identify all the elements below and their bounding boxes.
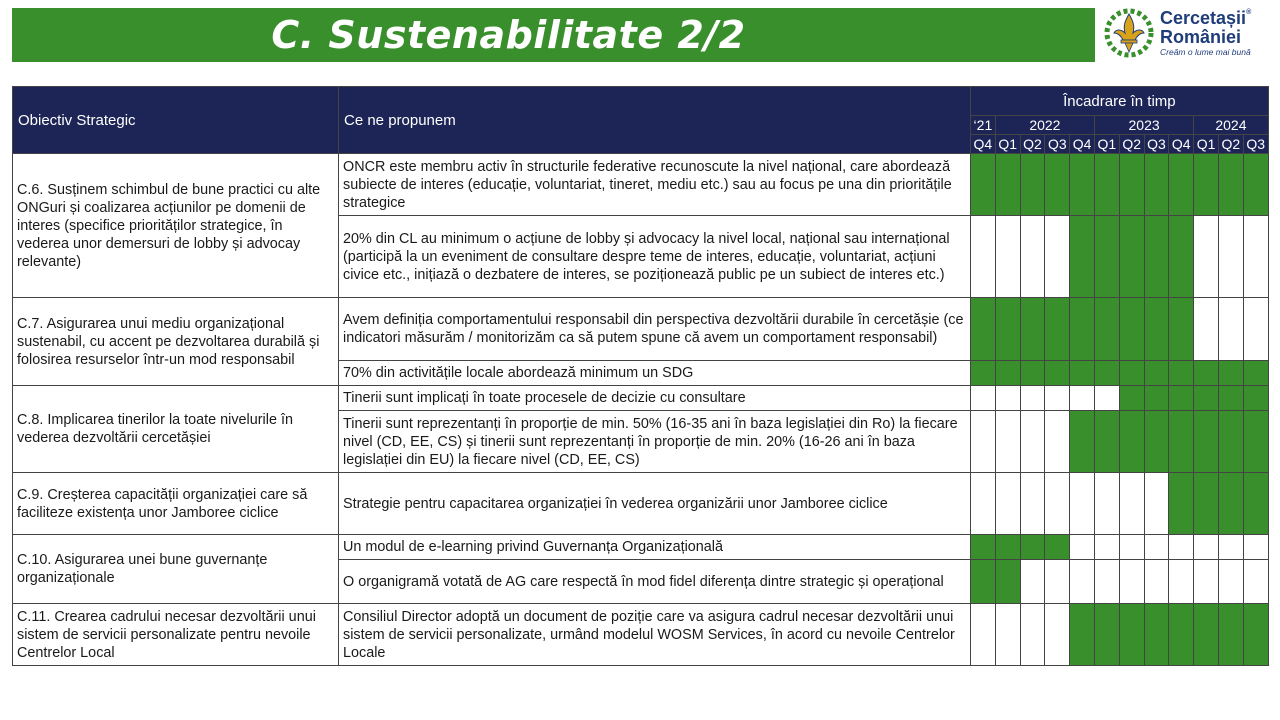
title-bar	[12, 8, 1095, 62]
timeline-cell-active	[1045, 154, 1070, 216]
timeline-cell-empty	[1169, 560, 1194, 604]
objective-cell: C.6. Susținem schimbul de bune practici cu alte ONGuri și coalizarea acțiunilor pe domenii de interes (specifice priorităților strategice, în vederea unor demersuri de lobby și advocay relevante)	[13, 154, 339, 298]
timeline-cell-empty	[1218, 535, 1243, 560]
timeline-cell-empty	[995, 411, 1020, 473]
timeline-cell-active	[1218, 154, 1243, 216]
header-objective: Obiectiv Strategic	[13, 87, 339, 154]
header-quarter: Q3	[1144, 135, 1169, 154]
table-row	[13, 154, 1269, 216]
header-quarter: Q3	[1045, 135, 1070, 154]
timeline-cell-active	[1119, 411, 1144, 473]
timeline-cell-active	[1020, 535, 1045, 560]
action-cell: 20% din CL au minimum o acțiune de lobby și advocacy la nivel local, național sau internațional (participă la un eveniment de consultare despre teme de interes, educație, voluntariat, acțiuni civice etc., inițiază o dezbatere de interes, se poziționează public pe un subiect de interes etc.)	[339, 216, 971, 298]
header-year: 2024	[1194, 116, 1269, 135]
timeline-cell-active	[1194, 361, 1219, 386]
timeline-cell-active	[1243, 154, 1268, 216]
timeline-cell-empty	[1169, 535, 1194, 560]
strategy-table	[12, 86, 1269, 666]
header-quarter: Q3	[1243, 135, 1268, 154]
timeline-cell-active	[1094, 216, 1119, 298]
objective-cell: C.11. Crearea cadrului necesar dezvoltării unui sistem de servicii personalizate pentru nevoile Centrelor Local	[13, 604, 339, 666]
timeline-cell-empty	[1094, 560, 1119, 604]
objective-cell: C.7. Asigurarea unui mediu organizațional sustenabil, cu accent pe dezvoltarea durabilă și folosirea resurselor într-un mod responsabil	[13, 298, 339, 386]
header-quarter: Q2	[1218, 135, 1243, 154]
timeline-cell-active	[995, 298, 1020, 361]
timeline-cell-active	[1144, 386, 1169, 411]
timeline-cell-active	[1094, 298, 1119, 361]
action-cell: Tinerii sunt implicați în toate procesele de decizie cu consultare	[339, 386, 971, 411]
timeline-cell-active	[1169, 604, 1194, 666]
timeline-cell-active	[1119, 154, 1144, 216]
header-quarter: Q1	[995, 135, 1020, 154]
timeline-cell-active	[1045, 361, 1070, 386]
timeline-cell-active	[1243, 411, 1268, 473]
timeline-cell-empty	[995, 604, 1020, 666]
timeline-cell-empty	[1144, 535, 1169, 560]
timeline-cell-active	[1144, 298, 1169, 361]
timeline-cell-active	[1144, 216, 1169, 298]
timeline-cell-active	[1070, 298, 1095, 361]
timeline-cell-active	[1194, 411, 1219, 473]
timeline-cell-active	[1144, 154, 1169, 216]
timeline-cell-active	[1070, 154, 1095, 216]
header-year: ‘21	[971, 116, 996, 135]
timeline-cell-active	[1169, 473, 1194, 535]
fleur-de-lis-icon	[1102, 6, 1156, 60]
timeline-cell-active	[995, 535, 1020, 560]
timeline-cell-empty	[1045, 411, 1070, 473]
timeline-cell-empty	[1243, 535, 1268, 560]
objective-cell: C.9. Creșterea capacității organizației care să faciliteze existența unor Jamboree ciclice	[13, 473, 339, 535]
header-timeframe: Încadrare în timp	[971, 87, 1269, 116]
action-cell: Consiliul Director adoptă un document de poziție care va asigura cadrul necesar dezvoltării unui sistem de servicii personalizate, urmând modelul WOSM Services, în acord cu nevoile Centrelor Locale	[339, 604, 971, 666]
timeline-cell-active	[1070, 216, 1095, 298]
timeline-cell-active	[995, 154, 1020, 216]
table-row	[13, 604, 1269, 666]
table-row	[13, 473, 1269, 535]
timeline-cell-active	[1119, 216, 1144, 298]
header-year: 2022	[995, 116, 1094, 135]
timeline-cell-active	[1169, 411, 1194, 473]
timeline-cell-active	[1070, 604, 1095, 666]
timeline-cell-active	[1119, 361, 1144, 386]
timeline-cell-active	[1169, 216, 1194, 298]
header-year: 2023	[1094, 116, 1193, 135]
objective-cell: C.8. Implicarea tinerilor la toate nivelurile în vederea dezvoltării cercetășiei	[13, 386, 339, 473]
timeline-cell-empty	[1070, 535, 1095, 560]
timeline-cell-empty	[971, 386, 996, 411]
timeline-cell-empty	[1045, 560, 1070, 604]
timeline-cell-empty	[1144, 473, 1169, 535]
timeline-cell-active	[1070, 361, 1095, 386]
timeline-cell-active	[1169, 154, 1194, 216]
timeline-cell-empty	[1094, 386, 1119, 411]
timeline-cell-empty	[1119, 560, 1144, 604]
timeline-cell-active	[1020, 298, 1045, 361]
timeline-cell-empty	[1020, 386, 1045, 411]
logo-name-line2: României	[1160, 27, 1242, 48]
action-cell: O organigramă votată de AG care respectă în mod fidel diferența dintre strategic și operațional	[339, 560, 971, 604]
timeline-cell-active	[1218, 361, 1243, 386]
header-quarter: Q1	[1194, 135, 1219, 154]
timeline-cell-active	[1169, 361, 1194, 386]
timeline-cell-active	[1144, 411, 1169, 473]
timeline-cell-active	[971, 535, 996, 560]
timeline-cell-active	[1094, 154, 1119, 216]
timeline-cell-active	[1218, 386, 1243, 411]
action-cell: 70% din activitățile locale abordează minimum un SDG	[339, 361, 971, 386]
timeline-cell-active	[1094, 604, 1119, 666]
timeline-cell-empty	[1070, 473, 1095, 535]
action-cell: Tinerii sunt reprezentanți în proporție de min. 50% (16-35 ani în baza legislației din Ro) la fiecare nivel (CD, EE, CS) și tinerii sunt reprezentanți în proporție de min. 20% (16-26 ani în baza legislației din EU) la fiecare nivel (CD, EE, CS)	[339, 411, 971, 473]
header-quarter: Q2	[1020, 135, 1045, 154]
action-cell: Un modul de e-learning privind Guvernanța Organizațională	[339, 535, 971, 560]
timeline-cell-empty	[995, 473, 1020, 535]
timeline-cell-active	[1119, 604, 1144, 666]
timeline-cell-active	[1194, 473, 1219, 535]
timeline-cell-empty	[1218, 560, 1243, 604]
timeline-cell-empty	[1218, 298, 1243, 361]
organization-logo	[1102, 4, 1278, 62]
timeline-cell-active	[1243, 473, 1268, 535]
header-quarter: Q1	[1094, 135, 1119, 154]
timeline-cell-empty	[1020, 560, 1045, 604]
logo-tagline: Creăm o lume mai bună	[1160, 47, 1251, 58]
timeline-cell-active	[1045, 535, 1070, 560]
timeline-cell-empty	[1070, 386, 1095, 411]
timeline-cell-empty	[1119, 535, 1144, 560]
timeline-cell-empty	[1194, 298, 1219, 361]
timeline-cell-active	[1194, 604, 1219, 666]
header-quarter: Q2	[1119, 135, 1144, 154]
timeline-cell-empty	[1144, 560, 1169, 604]
timeline-cell-active	[1144, 604, 1169, 666]
table-row	[13, 298, 1269, 361]
timeline-cell-empty	[971, 473, 996, 535]
timeline-cell-active	[1169, 298, 1194, 361]
timeline-cell-active	[1194, 386, 1219, 411]
timeline-cell-empty	[1218, 216, 1243, 298]
timeline-cell-active	[995, 560, 1020, 604]
header-quarter: Q4	[971, 135, 996, 154]
timeline-cell-active	[971, 361, 996, 386]
timeline-cell-active	[1119, 386, 1144, 411]
timeline-cell-active	[1094, 361, 1119, 386]
header-quarter: Q4	[1070, 135, 1095, 154]
header-quarter: Q4	[1169, 135, 1194, 154]
timeline-cell-empty	[1045, 386, 1070, 411]
timeline-cell-active	[1243, 386, 1268, 411]
timeline-cell-active	[971, 154, 996, 216]
objective-cell: C.10. Asigurarea unei bune guvernanțe organizaționale	[13, 535, 339, 604]
timeline-cell-active	[1243, 604, 1268, 666]
timeline-cell-empty	[1045, 604, 1070, 666]
action-cell: Strategie pentru capacitarea organizației în vederea organizării unor Jamboree ciclice	[339, 473, 971, 535]
action-cell: Avem definiția comportamentului responsabil din perspectiva dezvoltării durabile în cercetășie (ce indicatori măsurăm / monitorizăm ca să putem spune că avem un comportament responsabil)	[339, 298, 971, 361]
timeline-cell-empty	[1194, 560, 1219, 604]
timeline-cell-empty	[971, 604, 996, 666]
timeline-cell-active	[1045, 298, 1070, 361]
timeline-cell-empty	[1070, 560, 1095, 604]
timeline-cell-empty	[995, 386, 1020, 411]
timeline-cell-active	[1218, 473, 1243, 535]
timeline-cell-empty	[1119, 473, 1144, 535]
header-actions: Ce ne propunem	[339, 87, 971, 154]
timeline-cell-empty	[1020, 411, 1045, 473]
logo-name-line1: Cercetașii®	[1160, 8, 1252, 29]
timeline-cell-empty	[995, 216, 1020, 298]
timeline-cell-active	[995, 361, 1020, 386]
timeline-cell-empty	[971, 411, 996, 473]
slide-title: C. Sustenabilitate 2/2	[271, 13, 746, 57]
timeline-cell-active	[1218, 604, 1243, 666]
timeline-cell-empty	[1045, 473, 1070, 535]
timeline-cell-active	[1194, 154, 1219, 216]
timeline-cell-empty	[1020, 473, 1045, 535]
timeline-cell-empty	[1194, 535, 1219, 560]
timeline-cell-active	[1119, 298, 1144, 361]
timeline-cell-empty	[1194, 216, 1219, 298]
timeline-cell-empty	[1020, 604, 1045, 666]
timeline-cell-empty	[1243, 216, 1268, 298]
timeline-cell-active	[1169, 386, 1194, 411]
timeline-cell-active	[1020, 154, 1045, 216]
timeline-cell-active	[1020, 361, 1045, 386]
timeline-cell-empty	[1045, 216, 1070, 298]
timeline-cell-active	[971, 560, 996, 604]
table-row	[13, 535, 1269, 560]
action-cell: ONCR este membru activ în structurile federative recunoscute la nivel național, care abordează subiecte de interes (educație, voluntariat, tineret, mediu etc.) sau au focus pe una din prioritățile strategice	[339, 154, 971, 216]
timeline-cell-empty	[1243, 298, 1268, 361]
timeline-cell-empty	[1020, 216, 1045, 298]
timeline-cell-empty	[1243, 560, 1268, 604]
timeline-cell-active	[1070, 411, 1095, 473]
timeline-cell-active	[1243, 361, 1268, 386]
timeline-cell-active	[1144, 361, 1169, 386]
timeline-cell-empty	[1094, 535, 1119, 560]
timeline-cell-active	[971, 298, 996, 361]
timeline-cell-empty	[1094, 473, 1119, 535]
timeline-cell-active	[1218, 411, 1243, 473]
timeline-cell-empty	[971, 216, 996, 298]
timeline-cell-active	[1094, 411, 1119, 473]
table-row	[13, 386, 1269, 411]
